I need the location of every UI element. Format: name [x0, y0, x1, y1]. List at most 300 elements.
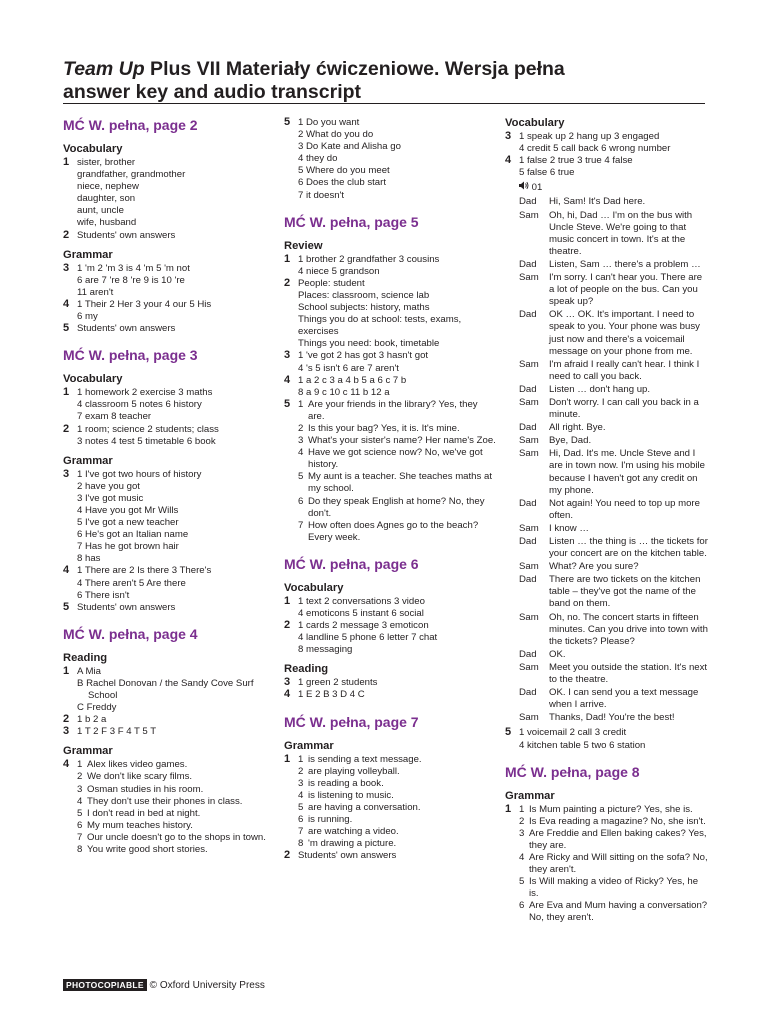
answer-item [519, 900, 710, 924]
answer-item [298, 778, 496, 790]
exercise-number: 1 [284, 752, 291, 765]
item-text: Are Freddie and Ellen baking cakes? Yes, they are. [529, 827, 707, 851]
answer-item [298, 496, 496, 520]
dialogue-line [505, 536, 710, 560]
exercise [284, 754, 496, 851]
exercise-number: 3 [63, 467, 70, 480]
answer-line: niece, nephew [77, 181, 139, 193]
utterance: Listen … the thing is … the tickets for your concert are on the kitchen table. [549, 536, 708, 560]
exercise [63, 726, 275, 738]
answer-item [77, 808, 275, 820]
column-3 [505, 117, 710, 925]
item-text: is sending a text message. [308, 753, 422, 765]
exercise-number: 1 [284, 594, 291, 607]
answer-item [298, 423, 496, 435]
photocopiable-badge: PHOTOCOPIABLE [63, 979, 147, 991]
speaker-name: Dad [519, 536, 537, 547]
exercise-number: 4 [63, 564, 70, 577]
section-heading: MĆ W. pełna, page 7 [284, 713, 419, 730]
subheading: Reading [284, 663, 329, 676]
answer-line: 1 b 2 a [77, 714, 107, 726]
item-text: is running. [308, 814, 353, 826]
dialogue-line [505, 574, 710, 610]
exercise-number: 3 [284, 349, 291, 362]
answer-item [77, 784, 275, 796]
audio-track-number: 01 [531, 182, 543, 194]
answer-line: sister, brother [77, 157, 136, 168]
answer-line: 1 brother 2 grandfather 3 cousins [298, 253, 440, 265]
exercise-number: 2 [284, 276, 291, 289]
answer-item [77, 771, 275, 783]
speaker-name: Sam [519, 272, 539, 284]
title-rule [63, 103, 705, 104]
subheading: Grammar [63, 248, 113, 261]
item-text: Our uncle doesn't go to the shops in town. [87, 831, 266, 843]
section-heading: MĆ W. pełna, page 5 [284, 213, 419, 230]
answer-line: 1 homework 2 exercise 3 maths [77, 387, 213, 399]
answer-line: 4 Have you got Mr Wills [77, 504, 179, 516]
answer-line: 7 it doesn't [298, 189, 345, 201]
exercise [63, 666, 275, 714]
item-text: Do they speak English at home? No, they don't. [308, 495, 485, 519]
item-number: 1 [298, 398, 304, 410]
dialogue-line [505, 612, 710, 648]
exercise-number: 2 [63, 228, 70, 241]
item-text: Is Will making a video of Ricky? Yes, he is. [529, 876, 699, 900]
exercise [284, 117, 496, 202]
item-number: 6 [298, 814, 304, 826]
answer-line: Students' own answers [77, 323, 176, 335]
exercise [63, 602, 275, 614]
item-text: Are your friends in the library? Yes, they are. [308, 398, 478, 422]
copyright-text: © Oxford University Press [149, 980, 265, 991]
exercise-number: 4 [505, 154, 512, 167]
item-text: are playing volleyball. [308, 765, 400, 777]
answer-line: 1 false 2 true 3 true 4 false [519, 155, 633, 167]
item-number: 5 [519, 876, 525, 888]
answer-line: B Rachel Donovan / the Sandy Cove Surf [77, 677, 254, 689]
exercise [63, 263, 275, 299]
answer-item [298, 447, 496, 471]
answer-item [298, 838, 496, 850]
exercise-number: 2 [63, 713, 70, 726]
dialogue-line [505, 309, 710, 357]
answer-line: 2 have you got [77, 480, 140, 492]
subheading: Grammar [63, 745, 113, 758]
section-heading: MĆ W. pełna, page 4 [63, 625, 198, 642]
exercise [63, 230, 275, 242]
answer-item [519, 816, 710, 828]
subheading: Grammar [63, 454, 113, 467]
item-number: 3 [298, 777, 304, 789]
subheading: Grammar [284, 739, 334, 752]
answer-line: 6 my [77, 311, 98, 323]
item-text: is reading a book. [308, 777, 384, 789]
utterance: I know … [549, 522, 589, 534]
dialogue-line [505, 196, 710, 208]
utterance: Hi, Sam! It's Dad here. [549, 196, 646, 208]
exercise [284, 350, 496, 374]
exercise-number: 1 [284, 252, 291, 265]
speaker-name: Dad [519, 422, 537, 434]
answer-line: 1 voicemail 2 call 3 credit [519, 727, 627, 739]
exercise [284, 278, 496, 351]
answer-line: exercises [298, 326, 339, 338]
exercise [63, 387, 275, 423]
answer-line: 1 speak up 2 hang up 3 engaged [519, 131, 660, 142]
section-heading: MĆ W. pełna, page 2 [63, 117, 198, 133]
speaker-name: Dad [519, 648, 537, 660]
utterance: Hi, Dad. It's me. Uncle Steve and I are in town now. I'm using his mobile because I haven't got any credit on my phone. [549, 448, 705, 496]
answer-item [298, 399, 496, 423]
exercise [63, 565, 275, 601]
dialogue-line [505, 649, 710, 661]
exercise [63, 299, 275, 323]
title-line-2: answer key and audio transcript [63, 81, 362, 103]
answer-item [298, 754, 496, 766]
answer-line: 1 a 2 c 3 a 4 b 5 a 6 c 7 b [298, 374, 407, 386]
exercise [505, 131, 710, 155]
exercise [63, 424, 275, 448]
exercise-number: 2 [63, 422, 70, 435]
speaker-name: Sam [519, 209, 539, 221]
exercise [284, 689, 496, 701]
exercise-number: 5 [63, 322, 70, 335]
exercise-number: 4 [284, 688, 291, 701]
answer-line: daughter, son [77, 193, 136, 205]
exercise [63, 469, 275, 566]
utterance: Don't worry. I can call you back in a minute. [549, 396, 699, 421]
dialogue-line [505, 397, 710, 421]
answer-line: 5 Where do you meet [298, 165, 390, 177]
item-number: 7 [298, 826, 304, 838]
dialogue-line [505, 687, 710, 711]
utterance: Listen … don't hang up. [549, 383, 651, 395]
dialogue-line [505, 384, 710, 396]
answer-line: 6 Does the club start [298, 177, 386, 189]
speaker-name: Sam [519, 396, 539, 408]
utterance: Oh, no. The concert starts in fifteen minutes. Can you drive into town with the tickets? Please? [549, 611, 708, 647]
dialogue-line [505, 422, 710, 434]
answer-item [77, 820, 275, 832]
answer-item [298, 790, 496, 802]
exercise-number: 3 [63, 261, 70, 274]
dialogue-line [505, 210, 710, 258]
answer-line: aunt, uncle [77, 205, 124, 217]
subheading: Reading [63, 651, 108, 664]
answer-item [519, 804, 710, 816]
answer-line: Students' own answers [298, 850, 397, 862]
answer-item [298, 802, 496, 814]
answer-line: 4 credit 5 call back 6 wrong number [519, 143, 671, 155]
dialogue-line [505, 435, 710, 447]
item-number: 4 [519, 851, 525, 863]
dialogue-line [505, 662, 710, 686]
exercise-number: 5 [63, 600, 70, 613]
item-number: 6 [519, 900, 525, 912]
exercise-number: 1 [63, 386, 70, 399]
answer-line: A Mia [77, 665, 101, 677]
item-number: 2 [519, 815, 525, 827]
answer-line: 4 classroom 5 notes 6 history [77, 399, 202, 411]
speaker-name: Sam [519, 712, 539, 724]
item-number: 3 [77, 783, 83, 795]
answer-line: 7 exam 8 teacher [77, 411, 152, 423]
dialogue-line [505, 523, 710, 535]
dialogue-line [505, 712, 710, 724]
item-text: Osman studies in his room. [87, 783, 204, 795]
item-number: 7 [77, 831, 83, 843]
utterance: Not again! You need to top up more often. [549, 497, 700, 521]
answer-line: 4 they do [298, 153, 338, 165]
item-number: 6 [77, 819, 83, 831]
answer-item [77, 796, 275, 808]
answer-line: 1 text 2 conversations 3 video [298, 595, 425, 607]
item-text: Are Ricky and Will sitting on the sofa? No, they aren't. [529, 851, 708, 876]
utterance: Thanks, Dad! You're the best! [549, 712, 675, 724]
answer-item [519, 876, 710, 900]
exercise-number: 5 [284, 116, 291, 128]
exercise [284, 399, 496, 544]
answer-line: 5 I've got a new teacher [77, 517, 179, 529]
speaker-name: Sam [519, 522, 539, 534]
answer-item [77, 832, 275, 844]
dialogue-line [505, 448, 710, 496]
item-text: are watching a video. [308, 826, 399, 838]
item-text: We don't like scary films. [87, 771, 193, 783]
speaker-name: Dad [519, 196, 537, 208]
item-text: is listening to music. [308, 789, 394, 801]
answer-line: 4 niece 5 grandson [298, 265, 380, 277]
speaker-name: Dad [519, 258, 537, 270]
subheading: Vocabulary [505, 117, 565, 129]
answer-line: 4 emoticons 5 instant 6 social [298, 608, 424, 619]
item-text: 'm drawing a picture. [308, 838, 397, 850]
title-rest: Plus VII Materiały ćwiczeniowe. Wersja pełna [144, 58, 565, 80]
exercise [63, 157, 275, 230]
answer-item [298, 471, 496, 495]
item-number: 1 [519, 803, 525, 815]
utterance: All right. Bye. [549, 422, 606, 434]
answer-line: 1 Do you want [298, 117, 360, 128]
answer-line: Places: classroom, science lab [298, 289, 430, 301]
exercise [284, 620, 496, 656]
page-title [63, 58, 708, 104]
answer-line: 1 There are 2 Is there 3 There's [77, 565, 212, 577]
utterance: OK. [549, 648, 566, 660]
item-number: 7 [298, 519, 304, 531]
subheading: Review [284, 239, 323, 252]
answer-line: People: student [298, 277, 365, 289]
exercise-number: 2 [284, 619, 291, 632]
answer-line: 6 are 7 're 8 're 9 is 10 're [77, 274, 185, 286]
section-heading: MĆ W. pełna, page 3 [63, 347, 198, 364]
exercise [284, 850, 496, 862]
exercise-number: 4 [63, 297, 70, 310]
item-number: 5 [298, 801, 304, 813]
dialogue-line [505, 272, 710, 308]
answer-item [77, 759, 275, 771]
answer-line: 11 aren't [77, 286, 114, 298]
item-text: Is Mum painting a picture? Yes, she is. [529, 803, 693, 815]
answer-line: 6 He's got an Italian name [77, 529, 189, 541]
speaker-name: Sam [519, 358, 539, 370]
exercise-number: 2 [284, 849, 291, 862]
exercise-number: 5 [284, 397, 291, 410]
item-number: 3 [298, 435, 304, 447]
item-number: 2 [77, 771, 83, 783]
answer-line: 3 Do Kate and Alisha go [298, 141, 401, 153]
exercise [284, 254, 496, 278]
utterance: OK. I can send you a text message when I arrive. [549, 687, 699, 711]
item-number: 4 [298, 789, 304, 801]
dialogue-line [505, 259, 710, 271]
speaker-name: Dad [519, 574, 537, 586]
answer-item [519, 828, 710, 852]
exercise [284, 596, 496, 620]
answer-line: 1 I've got two hours of history [77, 468, 202, 480]
answer-line: wife, husband [77, 217, 137, 229]
answer-item [298, 435, 496, 447]
answer-line: C Freddy [77, 702, 117, 714]
exercise-number: 3 [63, 725, 70, 738]
answer-line: 8 has [77, 553, 101, 565]
speaker-name: Sam [519, 611, 539, 623]
item-number: 1 [77, 759, 83, 771]
answer-line: 5 false 6 true [519, 167, 575, 179]
answer-line: School [88, 690, 118, 701]
subheading: Vocabulary [63, 143, 123, 155]
answer-line: 1 green 2 students [298, 677, 378, 689]
item-text: What's your sister's name? Her name's Zoe. [308, 435, 496, 447]
utterance: Bye, Dad. [549, 435, 592, 447]
answer-line: 1 cards 2 message 3 emoticon [298, 620, 429, 632]
item-number: 1 [298, 753, 304, 765]
exercise [505, 727, 710, 751]
answer-line: 7 Has he got brown hair [77, 541, 179, 553]
title-line-1 [63, 58, 708, 81]
answer-item [298, 766, 496, 778]
answer-line: 4 landline 5 phone 6 letter 7 chat [298, 632, 438, 644]
answer-line: 1 E 2 B 3 D 4 C [298, 689, 365, 701]
column-2 [284, 117, 496, 862]
subheading: Vocabulary [63, 373, 123, 386]
exercise [505, 155, 710, 179]
answer-line: 4 kitchen table 5 two 6 station [519, 739, 646, 751]
exercise-number: 5 [505, 726, 512, 739]
utterance: OK … OK. It's important. I need to speak to you. Your phone was busy just now and there's a voicemail message on your phone from me. [549, 309, 700, 357]
answer-line: Things you need: book, timetable [298, 338, 440, 350]
exercise-number: 3 [505, 130, 512, 142]
answer-line: 6 There isn't [77, 589, 130, 601]
speaker-name: Dad [519, 497, 537, 509]
exercise [63, 323, 275, 335]
exercise-number: 4 [63, 758, 70, 771]
exercise-number: 1 [63, 664, 70, 677]
answer-line: School subjects: history, maths [298, 302, 430, 314]
utterance: What? Are you sure? [549, 561, 639, 573]
utterance: I'm sorry. I can't hear you. There are a lot of people on the bus. Can you speak up? [549, 272, 703, 308]
speaker-name: Dad [519, 687, 537, 699]
footer [63, 979, 265, 992]
answer-item [77, 844, 275, 856]
item-text: You write good short stories. [87, 844, 208, 856]
item-number: 2 [298, 422, 304, 434]
item-number: 6 [298, 495, 304, 507]
exercise-number: 1 [63, 156, 70, 168]
item-text: Have we got science now? No, we've got history. [308, 447, 483, 471]
speaker-name: Dad [519, 309, 537, 321]
item-text: Are Eva and Mum having a conversation? No, they aren't. [529, 900, 708, 924]
answer-item [298, 520, 496, 544]
item-text: My aunt is a teacher. She teaches maths at my school. [308, 471, 492, 495]
answer-item [519, 852, 710, 876]
section-heading: MĆ W. pełna, page 8 [505, 763, 640, 780]
item-text: I don't read in bed at night. [87, 807, 201, 819]
utterance: Meet you outside the station. It's next to the theatre. [549, 661, 708, 686]
exercise-number: 4 [284, 373, 291, 386]
item-number: 4 [298, 447, 304, 459]
answer-line: Things you do at school: tests, exams, [298, 314, 462, 326]
answer-line: 1 T 2 F 3 F 4 T 5 T [77, 726, 157, 738]
subheading: Grammar [505, 789, 555, 802]
item-number: 2 [298, 765, 304, 777]
item-text: Alex likes video games. [87, 759, 188, 771]
exercise [284, 375, 496, 399]
answer-item [298, 826, 496, 838]
answer-line: 1 room; science 2 students; class [77, 423, 219, 435]
item-text: My mum teaches history. [87, 819, 193, 831]
speaker-name: Dad [519, 383, 537, 395]
answer-line: 4 's 5 isn't 6 are 7 aren't [298, 362, 399, 374]
speaker-icon [519, 181, 529, 193]
speaker-name: Sam [519, 435, 539, 447]
dialogue-line [505, 498, 710, 522]
answer-line: 3 I've got music [77, 492, 144, 504]
dialogue-transcript [505, 196, 710, 724]
exercise [284, 677, 496, 689]
exercise-number: 1 [505, 802, 512, 815]
speaker-name: Sam [519, 661, 539, 673]
item-text: are having a conversation. [308, 801, 421, 813]
item-text: How often does Agnes go to the beach? Every week. [308, 519, 479, 543]
answer-line: 4 There aren't 5 Are there [77, 577, 186, 589]
utterance: Oh, hi, Dad … I'm on the bus with Uncle Steve. We're going to that music concert in town. It's at the theatre. [549, 209, 693, 257]
audio-track [505, 181, 710, 194]
speaker-name: Sam [519, 561, 539, 573]
section-heading: MĆ W. pełna, page 6 [284, 555, 419, 572]
answer-item [298, 814, 496, 826]
speaker-name: Sam [519, 448, 539, 460]
item-text: Is this your bag? Yes, it is. It's mine. [308, 422, 460, 434]
answer-line: Students' own answers [77, 229, 176, 241]
exercise [63, 759, 275, 856]
utterance: I'm afraid I really can't hear. I think I need to call you back. [549, 358, 700, 382]
utterance: Listen, Sam … there's a problem … [549, 258, 701, 270]
answer-line: 1 've got 2 has got 3 hasn't got [298, 350, 429, 362]
answer-line: 3 notes 4 test 5 timetable 6 book [77, 435, 216, 447]
answer-line: 1 Their 2 Her 3 your 4 our 5 His [77, 298, 212, 310]
answer-line: grandfather, grandmother [77, 169, 186, 181]
item-number: 8 [298, 838, 304, 850]
dialogue-line [505, 561, 710, 573]
answer-line: 2 What do you do [298, 129, 374, 141]
exercise [505, 804, 710, 925]
answer-line: 8 messaging [298, 644, 353, 656]
answer-line: 1 'm 2 'm 3 is 4 'm 5 'm not [77, 262, 190, 274]
title-italic: Team Up [63, 58, 145, 80]
utterance: There are two tickets on the kitchen table – they've got the name of the band on them. [549, 574, 701, 610]
